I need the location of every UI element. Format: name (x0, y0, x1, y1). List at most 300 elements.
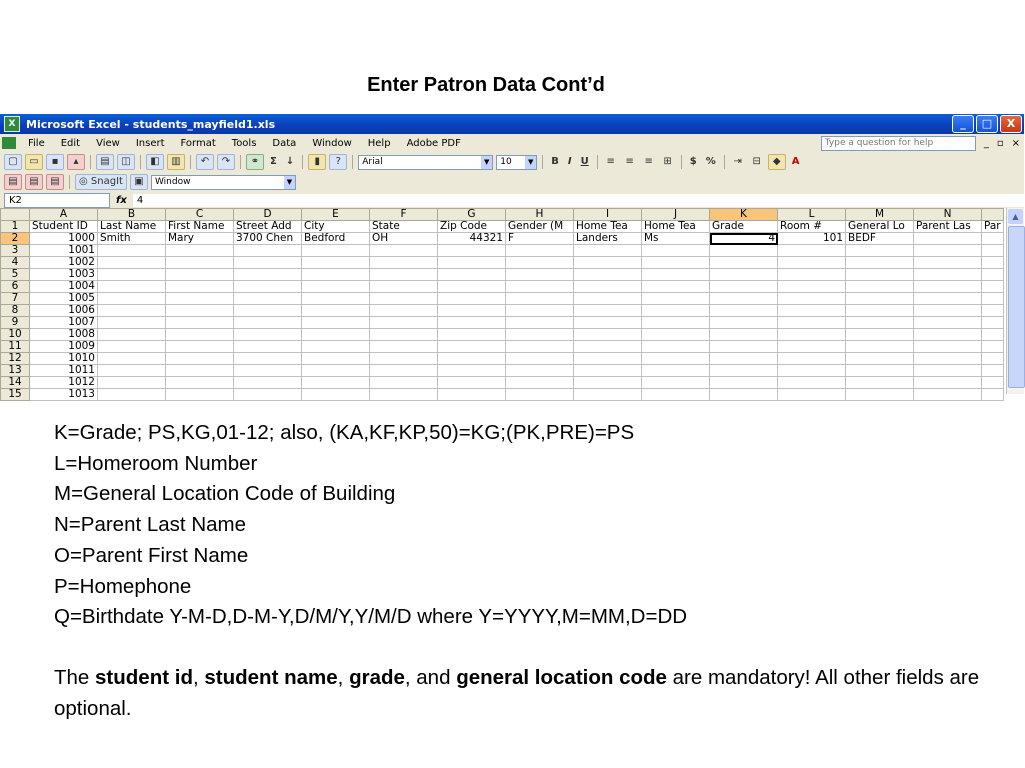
cell[interactable] (438, 341, 506, 353)
cell[interactable] (234, 269, 302, 281)
cell[interactable] (166, 305, 234, 317)
cell[interactable] (914, 245, 982, 257)
redo-icon[interactable]: ↷ (217, 154, 235, 170)
title-bar[interactable] (0, 114, 1024, 134)
cell[interactable] (778, 377, 846, 389)
menu-window[interactable]: Window (312, 137, 352, 149)
cell[interactable] (98, 377, 166, 389)
cell[interactable] (914, 293, 982, 305)
cell[interactable] (234, 365, 302, 377)
column-header[interactable]: C (166, 209, 234, 221)
cell[interactable] (710, 305, 778, 317)
menu-view[interactable]: View (96, 137, 120, 149)
row-header[interactable]: 10 (1, 329, 30, 341)
cell[interactable] (642, 293, 710, 305)
formula-input[interactable]: 4 (133, 194, 1024, 207)
cell[interactable] (98, 389, 166, 401)
cell[interactable] (574, 329, 642, 341)
column-header[interactable]: B (98, 209, 166, 221)
autosum-icon[interactable]: Σ (270, 156, 277, 167)
cell[interactable]: Landers (574, 233, 642, 245)
cell[interactable] (982, 377, 1004, 389)
cell[interactable] (846, 341, 914, 353)
cell[interactable] (846, 293, 914, 305)
cell[interactable] (642, 281, 710, 293)
cell[interactable]: F (506, 233, 574, 245)
merge-center-icon[interactable]: ⊞ (663, 156, 672, 167)
column-header[interactable]: L (778, 209, 846, 221)
cell[interactable] (98, 329, 166, 341)
cell[interactable] (642, 365, 710, 377)
cell[interactable] (302, 353, 370, 365)
cell[interactable] (166, 389, 234, 401)
cell[interactable] (506, 293, 574, 305)
cell[interactable] (370, 329, 438, 341)
borders-icon[interactable]: ⊟ (752, 156, 761, 167)
cell[interactable] (370, 365, 438, 377)
cell[interactable] (846, 389, 914, 401)
column-header[interactable]: A (30, 209, 98, 221)
cell[interactable] (914, 257, 982, 269)
cell[interactable] (506, 269, 574, 281)
cell[interactable] (574, 389, 642, 401)
cell[interactable] (642, 257, 710, 269)
cell[interactable] (370, 293, 438, 305)
cell[interactable] (574, 257, 642, 269)
new-icon[interactable]: ▢ (4, 154, 22, 170)
cell[interactable]: Ms (642, 233, 710, 245)
snagit-button[interactable] (75, 174, 127, 190)
cell[interactable] (846, 281, 914, 293)
cell[interactable] (710, 329, 778, 341)
cell[interactable] (302, 389, 370, 401)
cell[interactable] (574, 269, 642, 281)
cell[interactable] (710, 245, 778, 257)
cell[interactable] (846, 257, 914, 269)
column-header[interactable]: K (710, 209, 778, 221)
open-icon[interactable]: ▭ (25, 154, 43, 170)
cell[interactable] (778, 365, 846, 377)
column-header[interactable]: G (438, 209, 506, 221)
ask-question-input[interactable]: Type a question for help (821, 136, 976, 151)
select-all-corner[interactable] (1, 209, 30, 221)
hyperlink-icon[interactable]: ⚭ (246, 154, 264, 170)
minimize-button[interactable]: _ (952, 115, 974, 133)
cell[interactable] (710, 317, 778, 329)
cell[interactable] (302, 377, 370, 389)
cell[interactable]: 1010 (30, 353, 98, 365)
cell[interactable] (846, 269, 914, 281)
name-box[interactable]: K2 (4, 193, 110, 208)
column-header[interactable]: D (234, 209, 302, 221)
cell[interactable] (234, 257, 302, 269)
cell[interactable]: 1007 (30, 317, 98, 329)
field-header-cell[interactable]: Home Tea (574, 221, 642, 233)
cell[interactable] (98, 281, 166, 293)
column-header[interactable]: I (574, 209, 642, 221)
cell[interactable] (710, 341, 778, 353)
cell[interactable] (914, 341, 982, 353)
cell[interactable] (778, 341, 846, 353)
cell[interactable] (438, 377, 506, 389)
cell[interactable]: 44321 (438, 233, 506, 245)
cell[interactable]: 1005 (30, 293, 98, 305)
cell[interactable] (438, 257, 506, 269)
chevron-down-icon[interactable]: ▼ (481, 156, 492, 169)
column-header[interactable]: M (846, 209, 914, 221)
cell[interactable]: 1002 (30, 257, 98, 269)
cell[interactable] (302, 293, 370, 305)
pdf-review-icon[interactable]: ▤ (46, 174, 64, 190)
cell[interactable] (166, 281, 234, 293)
cell[interactable] (370, 281, 438, 293)
cell[interactable] (778, 257, 846, 269)
cell[interactable]: 3700 Chen (234, 233, 302, 245)
cell[interactable] (778, 293, 846, 305)
row-header[interactable]: 7 (1, 293, 30, 305)
cell[interactable] (234, 281, 302, 293)
bold-button[interactable]: B (551, 156, 559, 167)
cell[interactable] (370, 305, 438, 317)
cell[interactable] (98, 257, 166, 269)
cell[interactable] (166, 245, 234, 257)
cell[interactable] (642, 341, 710, 353)
currency-button[interactable]: $ (689, 156, 697, 167)
field-header-cell[interactable]: State (370, 221, 438, 233)
cell[interactable] (438, 269, 506, 281)
cell[interactable] (438, 317, 506, 329)
row-header[interactable]: 9 (1, 317, 30, 329)
cell[interactable] (234, 353, 302, 365)
cell[interactable] (642, 317, 710, 329)
cell[interactable] (846, 317, 914, 329)
snagit-profile-combo[interactable] (151, 175, 296, 190)
cell[interactable] (982, 281, 1004, 293)
field-header-cell[interactable]: Parent Las (914, 221, 982, 233)
cell[interactable] (914, 365, 982, 377)
cell[interactable] (438, 281, 506, 293)
cell[interactable]: Bedford (302, 233, 370, 245)
cell[interactable] (302, 257, 370, 269)
cell[interactable] (166, 377, 234, 389)
cell[interactable] (914, 329, 982, 341)
cell[interactable] (506, 329, 574, 341)
cell[interactable] (778, 245, 846, 257)
cell[interactable] (506, 341, 574, 353)
maximize-button[interactable]: □ (976, 115, 998, 133)
cell[interactable] (234, 389, 302, 401)
cell[interactable] (778, 281, 846, 293)
cell[interactable] (710, 365, 778, 377)
cell[interactable] (710, 257, 778, 269)
paste-icon[interactable]: ▥ (167, 154, 185, 170)
cell[interactable] (234, 341, 302, 353)
cell[interactable] (982, 233, 1004, 245)
cell[interactable] (574, 341, 642, 353)
menu-format[interactable]: Format (180, 137, 216, 149)
function-icon[interactable]: fx (116, 194, 127, 206)
row-header[interactable]: 1 (1, 221, 30, 233)
cell[interactable] (574, 377, 642, 389)
workbook-icon[interactable] (2, 137, 16, 149)
align-right-icon[interactable]: ≡ (644, 156, 653, 167)
print-preview-icon[interactable]: ◫ (117, 154, 135, 170)
cell[interactable] (506, 353, 574, 365)
cell[interactable] (778, 353, 846, 365)
row-header[interactable]: 5 (1, 269, 30, 281)
chart-wizard-icon[interactable]: ▮ (308, 154, 326, 170)
cell[interactable]: Smith (98, 233, 166, 245)
row-header[interactable]: 4 (1, 257, 30, 269)
cell[interactable] (302, 305, 370, 317)
cell[interactable]: 1008 (30, 329, 98, 341)
cell[interactable] (574, 293, 642, 305)
cell[interactable] (710, 377, 778, 389)
cell[interactable] (642, 245, 710, 257)
doc-minimize-icon[interactable]: _ (983, 137, 989, 149)
cell[interactable] (506, 377, 574, 389)
cell[interactable] (302, 281, 370, 293)
row-header[interactable]: 6 (1, 281, 30, 293)
cell[interactable] (98, 317, 166, 329)
cell[interactable] (506, 305, 574, 317)
cell[interactable] (710, 269, 778, 281)
cell[interactable] (370, 353, 438, 365)
field-header-cell[interactable]: City (302, 221, 370, 233)
cell[interactable]: 1004 (30, 281, 98, 293)
save-icon[interactable]: ▪ (46, 154, 64, 170)
cell[interactable] (166, 341, 234, 353)
cell[interactable] (506, 389, 574, 401)
cell[interactable] (234, 245, 302, 257)
field-header-cell[interactable]: Home Tea (642, 221, 710, 233)
cell[interactable] (234, 377, 302, 389)
cell[interactable] (914, 389, 982, 401)
font-combo[interactable] (358, 155, 493, 170)
cell[interactable] (98, 365, 166, 377)
menu-help[interactable]: Help (367, 137, 391, 149)
cell[interactable] (982, 353, 1004, 365)
snagit-capture-icon[interactable]: ▣ (130, 174, 148, 190)
cell[interactable]: 1013 (30, 389, 98, 401)
cell[interactable] (166, 353, 234, 365)
cell[interactable] (370, 257, 438, 269)
field-header-cell[interactable]: Student ID (30, 221, 98, 233)
cell[interactable] (506, 245, 574, 257)
cell[interactable]: 1001 (30, 245, 98, 257)
cell[interactable] (642, 329, 710, 341)
indent-icon[interactable]: ⇥ (733, 156, 742, 167)
cell[interactable] (982, 245, 1004, 257)
cell[interactable] (914, 377, 982, 389)
field-header-cell[interactable]: Grade (710, 221, 778, 233)
cell[interactable] (234, 305, 302, 317)
column-header[interactable] (982, 209, 1004, 221)
cell[interactable] (778, 329, 846, 341)
cell[interactable] (574, 353, 642, 365)
cell[interactable] (778, 305, 846, 317)
cell[interactable] (98, 341, 166, 353)
cell[interactable] (370, 269, 438, 281)
align-left-icon[interactable]: ≡ (606, 156, 615, 167)
cell[interactable] (370, 389, 438, 401)
cell[interactable]: 1012 (30, 377, 98, 389)
cell[interactable] (166, 365, 234, 377)
cell[interactable] (166, 317, 234, 329)
cell[interactable] (914, 281, 982, 293)
cell[interactable] (438, 293, 506, 305)
close-button[interactable]: X (1000, 115, 1022, 133)
cell[interactable] (370, 341, 438, 353)
cell[interactable] (166, 257, 234, 269)
cell[interactable] (98, 293, 166, 305)
italic-button[interactable]: I (567, 156, 572, 167)
help-icon[interactable]: ? (329, 154, 347, 170)
permission-icon[interactable]: ▴ (67, 154, 85, 170)
cell[interactable] (778, 389, 846, 401)
cell[interactable] (98, 269, 166, 281)
cell[interactable] (710, 389, 778, 401)
cell[interactable] (982, 293, 1004, 305)
field-header-cell[interactable]: General Lo (846, 221, 914, 233)
cell[interactable] (506, 317, 574, 329)
cell[interactable] (98, 245, 166, 257)
sort-ascending-icon[interactable]: ↓ (285, 156, 295, 167)
cell[interactable]: 4 (710, 233, 778, 245)
cell[interactable]: OH (370, 233, 438, 245)
cell[interactable] (846, 305, 914, 317)
cell[interactable] (982, 257, 1004, 269)
menu-file[interactable]: File (28, 137, 45, 149)
column-header[interactable]: J (642, 209, 710, 221)
cell[interactable] (370, 317, 438, 329)
row-header[interactable]: 14 (1, 377, 30, 389)
cell[interactable]: 101 (778, 233, 846, 245)
field-header-cell[interactable]: Room # (778, 221, 846, 233)
cell[interactable] (234, 317, 302, 329)
cell[interactable] (438, 245, 506, 257)
field-header-cell[interactable]: Zip Code (438, 221, 506, 233)
row-header[interactable]: 2 (1, 233, 30, 245)
menu-adobe-pdf[interactable]: Adobe PDF (406, 137, 461, 149)
vertical-scrollbar[interactable] (1006, 208, 1024, 394)
cell[interactable] (982, 305, 1004, 317)
scroll-thumb[interactable] (1008, 226, 1025, 388)
cell[interactable] (710, 353, 778, 365)
cell[interactable] (370, 245, 438, 257)
cell[interactable] (642, 269, 710, 281)
field-header-cell[interactable]: First Name (166, 221, 234, 233)
cell[interactable] (438, 353, 506, 365)
cell[interactable]: Mary (166, 233, 234, 245)
cell[interactable] (302, 341, 370, 353)
cell[interactable] (506, 281, 574, 293)
undo-icon[interactable]: ↶ (196, 154, 214, 170)
cell[interactable]: 1009 (30, 341, 98, 353)
research-icon[interactable]: ◧ (146, 154, 164, 170)
cell[interactable] (574, 365, 642, 377)
cell[interactable] (302, 365, 370, 377)
field-header-cell[interactable]: Last Name (98, 221, 166, 233)
font-size-combo[interactable] (496, 155, 537, 170)
cell[interactable] (642, 389, 710, 401)
row-header[interactable]: 15 (1, 389, 30, 401)
menu-tools[interactable]: Tools (231, 137, 257, 149)
column-header[interactable]: E (302, 209, 370, 221)
cell[interactable] (846, 377, 914, 389)
cell[interactable] (846, 353, 914, 365)
cell[interactable] (982, 341, 1004, 353)
underline-button[interactable]: U (580, 156, 589, 167)
cell[interactable] (982, 269, 1004, 281)
doc-close-icon[interactable]: × (1011, 137, 1020, 149)
cell[interactable] (438, 305, 506, 317)
cell[interactable] (710, 293, 778, 305)
cell[interactable] (778, 317, 846, 329)
cell[interactable] (438, 365, 506, 377)
scroll-up-icon[interactable]: ▲ (1008, 209, 1023, 224)
percent-button[interactable]: % (705, 156, 716, 167)
field-header-cell[interactable]: Par (982, 221, 1004, 233)
cell[interactable] (302, 269, 370, 281)
chevron-down-icon[interactable]: ▼ (284, 176, 295, 189)
doc-restore-icon[interactable]: ▫ (996, 137, 1004, 149)
align-center-icon[interactable]: ≡ (625, 156, 634, 167)
print-icon[interactable]: ▤ (96, 154, 114, 170)
cell[interactable]: 1000 (30, 233, 98, 245)
cell[interactable] (574, 305, 642, 317)
cell[interactable] (234, 293, 302, 305)
cell[interactable]: BEDF (846, 233, 914, 245)
cell[interactable] (98, 353, 166, 365)
menu-edit[interactable]: Edit (60, 137, 81, 149)
column-header[interactable]: H (506, 209, 574, 221)
pdf-convert-icon[interactable]: ▤ (4, 174, 22, 190)
row-header[interactable]: 13 (1, 365, 30, 377)
cell[interactable] (642, 377, 710, 389)
cell[interactable]: 1006 (30, 305, 98, 317)
cell[interactable] (302, 329, 370, 341)
cell[interactable] (438, 389, 506, 401)
column-header[interactable]: N (914, 209, 982, 221)
cell[interactable] (642, 353, 710, 365)
cell[interactable] (914, 305, 982, 317)
cell[interactable] (370, 377, 438, 389)
pdf-email-icon[interactable]: ▤ (25, 174, 43, 190)
row-header[interactable]: 3 (1, 245, 30, 257)
cell[interactable] (982, 329, 1004, 341)
cell[interactable] (302, 245, 370, 257)
cell[interactable] (914, 317, 982, 329)
field-header-cell[interactable]: Gender (M (506, 221, 574, 233)
cell[interactable] (914, 353, 982, 365)
cell[interactable] (98, 305, 166, 317)
cell[interactable] (234, 329, 302, 341)
cell[interactable] (166, 293, 234, 305)
cell[interactable] (302, 317, 370, 329)
cell[interactable] (914, 269, 982, 281)
row-header[interactable]: 11 (1, 341, 30, 353)
cell[interactable] (166, 329, 234, 341)
cell[interactable] (574, 317, 642, 329)
cell[interactable] (642, 305, 710, 317)
cell[interactable] (982, 389, 1004, 401)
cell[interactable] (846, 365, 914, 377)
font-color-icon[interactable]: A (791, 156, 800, 167)
cell[interactable] (438, 329, 506, 341)
menu-insert[interactable]: Insert (135, 137, 165, 149)
cell[interactable] (982, 365, 1004, 377)
